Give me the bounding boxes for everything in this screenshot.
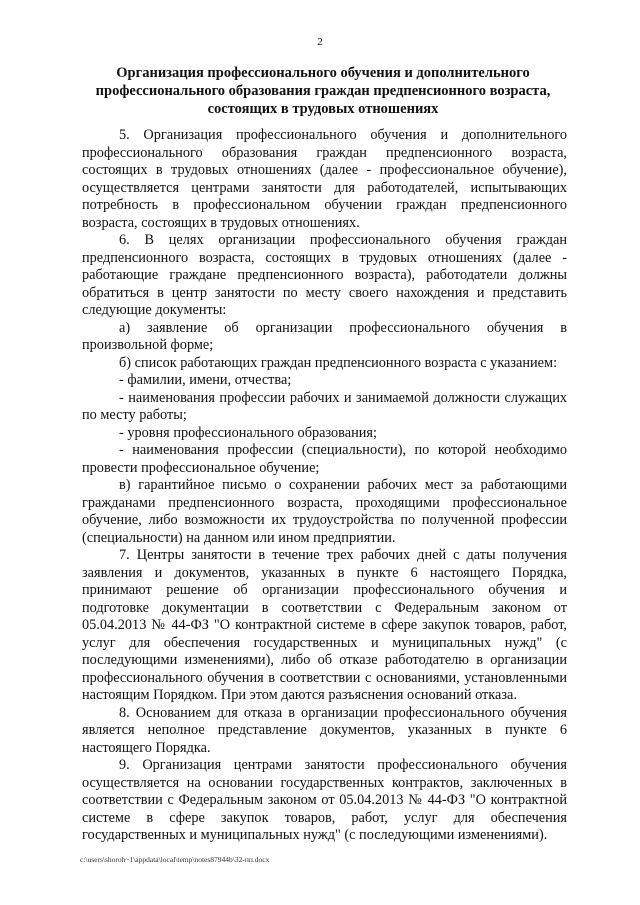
- paragraph-9: 9. Организация центрами занятости профессионального обучения осуществляется на основании государственных контрактов, заключенных в соответствии с Федеральным законом от 05.04.2013 № 44-ФЗ "О контрактной системе в сфере закупок товаров, работ, услуг для обеспечения государственных и муниципальных нужд" (с последующими изменениями).: [82, 757, 567, 843]
- list-item-name: - фамилии, имени, отчества;: [119, 372, 292, 388]
- list-item-education: - уровня профессионального образования;: [119, 424, 377, 441]
- page-number: 2: [317, 36, 323, 48]
- list-item-profession: - наименования профессии рабочих и занимаемой должности служащих по месту работы;: [82, 389, 567, 423]
- paragraph-8: 8. Основанием для отказа в организации профессионального обучения является неполное представление документов, указанных в пункте 6 настоящего Порядка.: [82, 704, 567, 756]
- document-body: [82, 127, 567, 845]
- paragraph-5: 5. Организация профессионального обучения и дополнительного профессионального образования граждан предпенсионного возраста, состоящих в трудовых отношениях (далее - профессиональное обучение), осуществляется центрами занятости для работодателей, испытывающих потребность в профессиональном обучении граждан предпенсионного возраста, состоящих в трудовых отношениях.: [82, 127, 567, 231]
- paragraph-6-a: а) заявление об организации профессионального обучения в произвольной форме;: [82, 319, 567, 353]
- paragraph-6-b: б) список работающих граждан предпенсионного возраста с указанием:: [119, 354, 558, 371]
- paragraph-6-v: в) гарантийное письмо о сохранении рабочих мест за работающими гражданами предпенсионного возраста, проходящими профессиональное обучение, либо возможности их трудоустройства по полученной профессии (специальности) на данном или ином предприятии.: [82, 477, 567, 546]
- file-path-footer: c:\users\shoroh~1\appdata\local\temp\notes87944b\32-пп.docx: [80, 855, 270, 864]
- list-item-specialty: - наименования профессии (специальности), по которой необходимо провести профессиональное обучение;: [82, 442, 567, 476]
- paragraph-6: 6. В целях организации профессионального обучения граждан предпенсионного возраста, состоящих в трудовых отношениях (далее - работающие граждане предпенсионного возраста), работодатели должны обратиться в центр занятости по месту своего нахождения и представить следующие документы:: [82, 232, 567, 318]
- paragraph-7: 7. Центры занятости в течение трех рабочих дней с даты получения заявления и документов, указанных в пункте 6 настоящего Порядка, принимают решение об организации профессионального обучения и подготовке документации в соответствии с Федеральным законом от 05.04.2013 № 44-ФЗ "О контрактной системе в сфере закупок товаров, работ, услуг для обеспечения государственных и муниципальных нужд" (с последующими изменениями), либо об отказе работодателю в организации профессионального обучения в соответствии с основаниями, установленными настоящим Порядком. При этом даются разъяснения оснований отказа.: [82, 547, 567, 703]
- document-title: Организация профессионального обучения и дополнительного профессионального образования граждан предпенсионного возраста, состоящих в трудовых отношениях: [95, 65, 551, 117]
